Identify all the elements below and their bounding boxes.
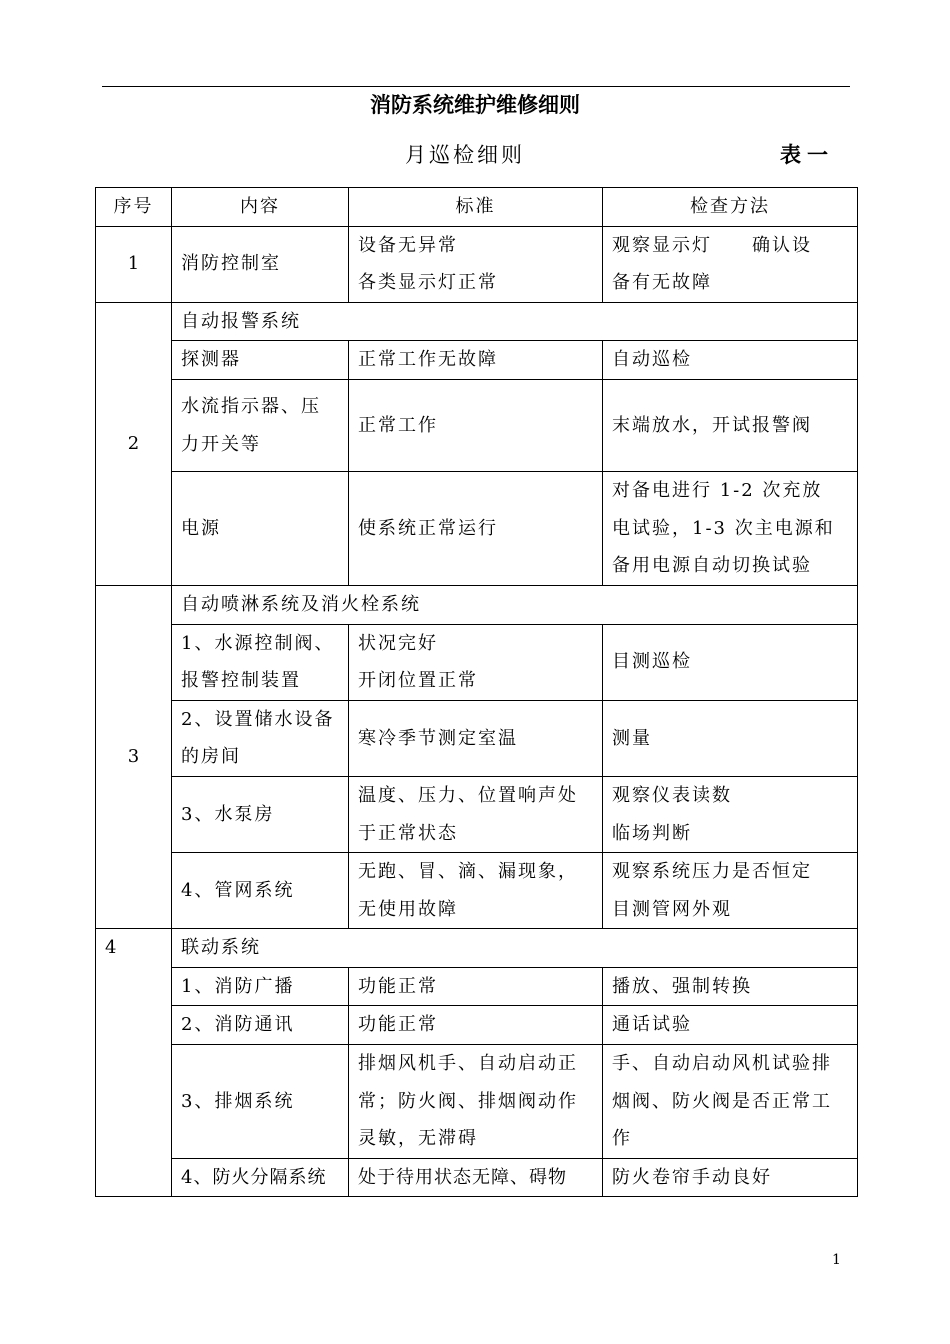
page-number: 1 <box>832 1252 841 1268</box>
row-no: 4 <box>96 929 172 1197</box>
section-row <box>96 585 858 624</box>
row-standard: 处于待用状态无障、碍物 <box>349 1158 603 1197</box>
section-title: 联动系统 <box>172 929 858 968</box>
row-method: 观察显示灯 确认设 备有无故障 <box>603 226 858 302</box>
table-row <box>96 1158 858 1197</box>
row-method: 播放、强制转换 <box>603 967 858 1006</box>
inspection-table <box>95 187 858 1197</box>
table-row <box>96 226 858 302</box>
table-number: 表一 <box>780 143 834 167</box>
row-content: 消防控制室 <box>172 226 349 302</box>
table-row <box>96 379 858 471</box>
row-method: 末端放水，开试报警阀 <box>603 379 858 471</box>
row-content: 3、水泵房 <box>172 776 349 852</box>
row-method: 通话试验 <box>603 1006 858 1045</box>
row-standard: 设备无异常 各类显示灯正常 <box>349 226 603 302</box>
table-row <box>96 1006 858 1045</box>
section-title: 自动喷淋系统及消火栓系统 <box>172 585 858 624</box>
table-row <box>96 853 858 929</box>
table-row <box>96 341 858 380</box>
row-standard: 功能正常 <box>349 967 603 1006</box>
row-content: 4、防火分隔系统 <box>172 1158 349 1197</box>
table-row <box>96 624 858 700</box>
row-content: 2、设置储水设备 的房间 <box>172 700 349 776</box>
header-no: 序号 <box>96 188 172 227</box>
row-standard: 正常工作 <box>349 379 603 471</box>
page-title: 消防系统维护维修细则 <box>370 93 580 117</box>
row-standard: 正常工作无故障 <box>349 341 603 380</box>
row-method: 手、自动启动风机试验排 烟阀、防火阀是否正常工 作 <box>603 1045 858 1159</box>
row-content: 1、水源控制阀、 报警控制装置 <box>172 624 349 700</box>
table-row <box>96 1045 858 1159</box>
table-row <box>96 967 858 1006</box>
row-no: 1 <box>96 226 172 302</box>
row-standard: 状况完好 开闭位置正常 <box>349 624 603 700</box>
row-standard: 温度、压力、位置响声处 于正常状态 <box>349 776 603 852</box>
row-method: 对备电进行 1-2 次充放 电试验，1-3 次主电源和 备用电源自动切换试验 <box>603 472 858 586</box>
row-content: 4、管网系统 <box>172 853 349 929</box>
row-no: 2 <box>96 302 172 585</box>
row-standard: 使系统正常运行 <box>349 472 603 586</box>
row-method: 自动巡检 <box>603 341 858 380</box>
row-method: 观察系统压力是否恒定 目测管网外观 <box>603 853 858 929</box>
row-content: 探测器 <box>172 341 349 380</box>
row-standard: 寒冷季节测定室温 <box>349 700 603 776</box>
row-content: 2、消防通讯 <box>172 1006 349 1045</box>
row-standard: 排烟风机手、自动启动正 常；防火阀、排烟阀动作 灵敏，无滞碍 <box>349 1045 603 1159</box>
row-content: 1、消防广播 <box>172 967 349 1006</box>
header-content: 内容 <box>172 188 349 227</box>
row-standard: 功能正常 <box>349 1006 603 1045</box>
row-method: 观察仪表读数 临场判断 <box>603 776 858 852</box>
row-content: 3、排烟系统 <box>172 1045 349 1159</box>
header-standard: 标准 <box>349 188 603 227</box>
row-method: 目测巡检 <box>603 624 858 700</box>
row-content: 电源 <box>172 472 349 586</box>
header-method: 检查方法 <box>603 188 858 227</box>
row-standard: 无跑、冒、滴、漏现象， 无使用故障 <box>349 853 603 929</box>
row-no: 3 <box>96 585 172 928</box>
page-subtitle: 月巡检细则 <box>405 143 525 167</box>
section-title: 自动报警系统 <box>172 302 858 341</box>
table-header-row <box>96 188 858 227</box>
section-row <box>96 929 858 968</box>
table-row <box>96 776 858 852</box>
header-rule <box>102 86 850 87</box>
table-row <box>96 700 858 776</box>
table-row <box>96 472 858 586</box>
row-method: 防火卷帘手动良好 <box>603 1158 858 1197</box>
row-method: 测量 <box>603 700 858 776</box>
section-row <box>96 302 858 341</box>
row-content: 水流指示器、压 力开关等 <box>172 379 349 471</box>
